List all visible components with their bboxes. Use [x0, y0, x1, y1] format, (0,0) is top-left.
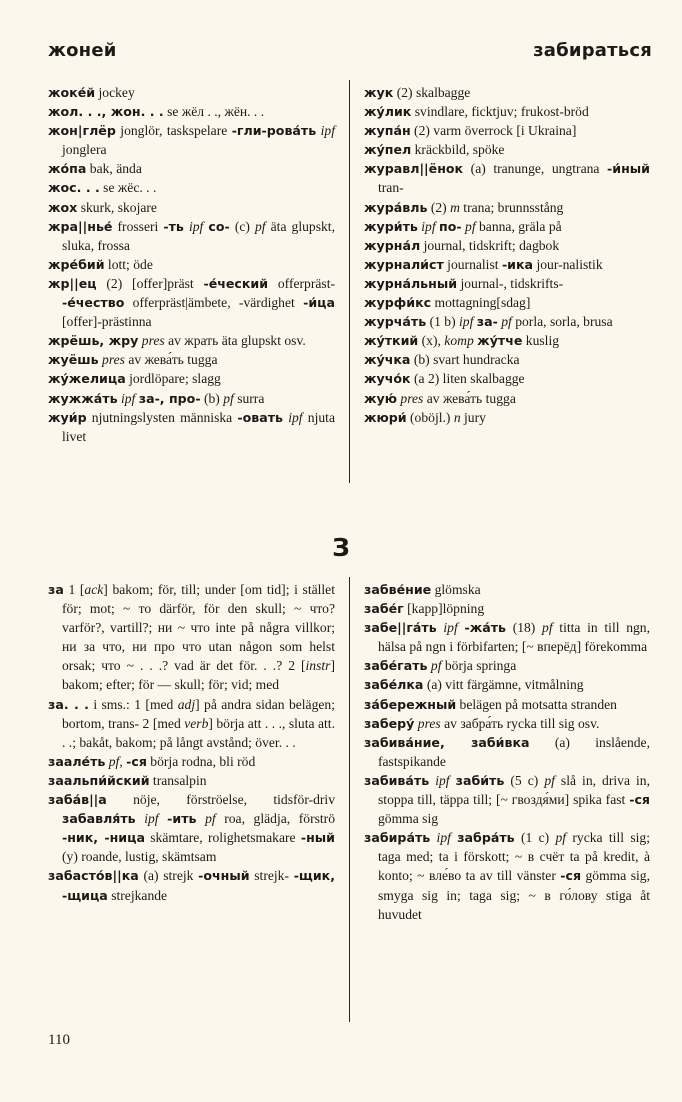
headword: жрёшь, жру [48, 333, 139, 349]
headword: жу́чка [364, 352, 411, 368]
grammar-label: pf [465, 218, 476, 234]
dictionary-entry [364, 159, 650, 197]
headword: журнали́ст [364, 256, 444, 272]
headword: жу́лик [364, 104, 412, 120]
headword: по- [439, 218, 462, 234]
grammar-label: ipf [435, 772, 450, 788]
definition-text: trana; brunnsstång [459, 199, 564, 215]
definition-text: (x), [418, 333, 445, 349]
dictionary-entry [364, 369, 650, 388]
definition-text: glömska [431, 582, 481, 597]
definition-text: transalpin [149, 772, 207, 788]
definition-text: av жева́ть tugga [124, 352, 218, 368]
dictionary-entry [48, 83, 335, 102]
definition-text: (5 c) [504, 772, 545, 788]
definition-text: njuta livet [62, 409, 335, 444]
grammar-label: pf [108, 753, 120, 769]
column-top-left [48, 83, 335, 446]
headword: забасто́в||ка [48, 868, 139, 884]
definition-text: (2) varm överrock [i Ukraina] [410, 123, 577, 139]
headword: жук [364, 85, 394, 100]
dictionary-entry [364, 293, 650, 312]
dictionary-entry [48, 866, 335, 904]
dictionary-entry [364, 140, 650, 159]
definition-text: jordlöpare; slagg [125, 371, 221, 387]
headword: -овать [237, 409, 284, 425]
dictionary-entry [48, 178, 335, 197]
definition-text: gömma sig [378, 811, 439, 827]
dictionary-entry [364, 675, 650, 694]
dictionary-entry [48, 198, 335, 217]
dictionary-entry [48, 695, 335, 752]
definition-text: av забра́ть rycka till sig osv. [440, 715, 600, 731]
grammar-label: pf [254, 218, 266, 234]
headword: жр||ец [48, 275, 97, 291]
definition-text: porla, sorla, brusa [511, 314, 613, 330]
headword: -е́ческий [203, 275, 269, 291]
dictionary-entry [364, 255, 650, 274]
dictionary-entry [48, 274, 335, 331]
grammar-label: pf [501, 314, 512, 330]
headword: -е́чество [62, 295, 125, 311]
definition-text [159, 811, 168, 826]
definition-text: jockey [95, 85, 135, 100]
headword: забавля́ть [62, 811, 136, 827]
headword: -жа́ть [464, 620, 506, 636]
headword: журна́льный [364, 275, 458, 291]
headword: забе́лка [364, 677, 424, 693]
headword: забе́гать [364, 658, 428, 674]
dictionary-entry [364, 656, 650, 675]
definition-text: roa, glädja, förströ [215, 811, 335, 827]
definition-text: journalist [443, 256, 502, 272]
dictionary-entry [48, 159, 335, 178]
headword: жу́ткий [364, 333, 419, 349]
definition-text: (oböjl.) [406, 409, 454, 425]
dictionary-entry [48, 255, 335, 274]
dictionary-entry [48, 790, 335, 866]
headword: забе́г [364, 601, 404, 617]
definition-text: i sms.: 1 [med [88, 696, 178, 712]
definition-text: (c) [229, 218, 255, 234]
dictionary-entry [364, 695, 650, 714]
headword: забива́ть [364, 772, 430, 788]
definition-text: (2) [427, 199, 451, 215]
headword: -щик, -щица [62, 868, 336, 903]
headword: жучо́к [364, 371, 411, 387]
headword: жо́па [48, 161, 87, 177]
grammar-label: pf [555, 830, 567, 846]
grammar-label: m [450, 199, 460, 215]
headword: забира́ть [364, 830, 431, 846]
definition-text: skämtare, rolighetsmakare [144, 830, 301, 846]
headword: забива́ние, заби́вка [364, 734, 530, 750]
definition-text: se жёл . ., жён. . . [163, 104, 265, 120]
headword: забе||га́ть [364, 620, 437, 636]
definition-text: jonglera [62, 142, 107, 158]
headword: жре́бий [48, 256, 105, 272]
dictionary-entry [364, 102, 650, 121]
column-top-right [364, 83, 650, 427]
headword: жол. . ., жон. . . [48, 104, 164, 120]
headword: журна́л [364, 237, 421, 253]
headword: -ить [167, 811, 197, 827]
dictionary-entry [364, 350, 650, 369]
definition-text: surra [233, 390, 265, 406]
definition-text: [kapp]löpning [403, 601, 485, 617]
dictionary-entry [48, 350, 335, 369]
definition-text: (2) skalbagge [393, 85, 471, 100]
dictionary-entry [364, 236, 650, 255]
definition-text: slå in, driva in, stoppa till, täppa till; [~ гвоздя́ми] spika fast [378, 772, 650, 808]
definition-text: frosseri [112, 218, 164, 234]
definition-text: (2) [offer]präst [96, 275, 204, 291]
dictionary-entry [48, 102, 335, 121]
grammar-label: ipf [421, 218, 436, 234]
definition-text: [offer]-prästinna [62, 314, 152, 330]
headword: -гли-рова́ть [231, 123, 317, 139]
definition-text: (1 b) [426, 314, 460, 330]
definition-text: journal-, tidskrifts- [457, 275, 564, 291]
headword: жуёшь [48, 352, 99, 368]
headword: жуи́р [48, 409, 87, 425]
grammar-label: pres [141, 333, 165, 349]
dictionary-entry [364, 771, 650, 828]
dictionary-entry [364, 408, 650, 427]
headword: заальпи́йский [48, 772, 150, 788]
grammar-label: pf [544, 772, 555, 788]
definition-text: jonglör, taskspelare [115, 123, 232, 139]
definition-text: kuslig [522, 333, 560, 349]
headword: за- [476, 314, 498, 330]
headword: журавл||ёнок [364, 161, 464, 177]
headword: жох [48, 199, 78, 215]
grammar-label: ipf [144, 811, 159, 827]
grammar-label: n [453, 409, 461, 425]
definition-text: ] på andra sidan belägen; bortom, trans- 2 [med [62, 696, 335, 731]
definition-text [136, 811, 145, 826]
headword: жура́вль [364, 199, 428, 215]
definition-text: (a 2) liten skalbagge [410, 371, 525, 387]
definition-text: jour-nalistik [533, 256, 603, 272]
grammar-label: instr [305, 658, 331, 674]
definition-text: (a) vitt färgämne, vitmålning [423, 677, 584, 693]
definition-text: journal, tidskrift; dagbok [420, 237, 560, 253]
definition-text: gömma sig, smyga sig in; taga sig; ~ в го́лову stiga åt huvudet [378, 868, 650, 922]
grammar-label: ipf [320, 123, 335, 139]
headword: жюри́ [364, 409, 407, 425]
headword: жури́ть [364, 218, 418, 234]
headword: журча́ть [364, 314, 427, 330]
definition-text: belägen på motsatta stranden [456, 696, 617, 712]
headword: журфи́кс [364, 295, 432, 311]
definition-text: börja rodna, bli röd [146, 753, 256, 769]
definition-text: (b) [200, 390, 224, 406]
grammar-label: komp [444, 333, 474, 349]
dictionary-entry [364, 733, 650, 771]
headword: жужжа́ть [48, 390, 118, 406]
dictionary-entry [364, 580, 650, 599]
headword: жую́ [364, 390, 397, 406]
grammar-label: pf [542, 620, 553, 636]
definition-text: ] bakom; efter; för — skull; för; vid; med [62, 658, 335, 693]
grammar-label: pres [400, 390, 424, 406]
definition-text: börja springa [441, 658, 517, 674]
definition-text: äta glupskt, sluka, frossa [62, 218, 335, 253]
grammar-label: pf [430, 658, 442, 674]
definition-text: jury [460, 409, 486, 425]
definition-text: mottagning[sdag] [431, 295, 531, 311]
definition-text: njutningslysten människa [86, 409, 238, 425]
dictionary-entry [364, 714, 650, 733]
definition-text: strejk- [249, 868, 294, 884]
definition-text: (18) [506, 620, 543, 636]
dictionary-entry [48, 752, 335, 771]
definition-text: skurk, skojare [77, 199, 157, 215]
headword: заберу́ [364, 715, 415, 731]
column-divider-bottom [349, 577, 350, 1022]
grammar-label: ipf [459, 314, 474, 330]
definition-text: (1 c) [514, 830, 556, 846]
column-divider-top [349, 80, 350, 483]
definition-text: (a) strejk [138, 868, 199, 884]
dictionary-entry [48, 580, 335, 695]
definition-text: ] bakom; för, till; under [om tid]; i stället för; mot; ~ то därför, för den skull; ~ что? varför?, vartill?; ни ~ что inte på några villkor; ни за что, ни про что utan någon som helst orsak; что ~ . . .? vad är det för. . .? 2 [ [62, 582, 335, 674]
definition-text: ] börja att . . ., sluta att. . .; bakåt, bakom; på långt avstånd; över. . . [62, 715, 335, 750]
dictionary-entry [364, 618, 650, 656]
dictionary-entry [48, 771, 335, 790]
grammar-label: pf [223, 390, 234, 406]
dictionary-entry [48, 408, 335, 446]
headword: заби́ть [455, 772, 505, 788]
page-number: 110 [48, 1032, 70, 1048]
dictionary-entry [48, 121, 335, 159]
definition-text: (b) svart hundracka [410, 352, 520, 368]
headword: жра||нье́ [48, 218, 113, 234]
definition-text: 1 [ [63, 582, 85, 597]
grammar-label: ipf [120, 390, 136, 406]
running-head-right: забираться [533, 40, 652, 61]
headword: -ник, -ница [62, 830, 145, 846]
dictionary-entry [364, 83, 650, 102]
headword: заале́ть [48, 753, 106, 769]
headword: -ный [300, 830, 335, 846]
headword: -ся [560, 868, 582, 884]
headword: заба́в||а [48, 792, 107, 808]
definition-text [197, 811, 206, 826]
grammar-label: pf [205, 811, 216, 827]
definition-text: rycka till sig; taga med; ta i förskott; ~ в счёт ta på kredit, à konto; ~ вле́во ta av till vänster [378, 830, 650, 884]
dictionary-entry [48, 331, 335, 350]
grammar-label: ipf [436, 830, 451, 846]
definition-text: offerpräst|ämbete, -värdighet [124, 295, 304, 311]
headword: -ика [501, 256, 534, 272]
dictionary-entry [364, 389, 650, 408]
headword: жоке́й [48, 85, 96, 100]
dictionary-entry [48, 217, 335, 255]
definition-text: strejkande [107, 887, 168, 903]
headword: за [48, 582, 64, 597]
headword: -очный [198, 868, 250, 884]
column-bottom-right [364, 580, 650, 924]
headword: за. . . [48, 696, 89, 712]
definition-text: tran- [378, 180, 404, 196]
definition-text: av жрать äta glupskt osv. [164, 333, 306, 349]
headword: -и́ный [607, 161, 650, 177]
definition-text: bak, ända [86, 161, 142, 177]
headword: -и́ца [303, 295, 335, 311]
definition-text: (a) tranunge, ungtrana [463, 161, 608, 177]
headword: жон|глёр [48, 123, 116, 139]
dictionary-entry [364, 217, 650, 236]
definition-text: se жёс. . . [99, 180, 157, 196]
definition-text: kräckbild, spöke [411, 142, 505, 158]
dictionary-entry [48, 369, 335, 388]
dictionary-entry [364, 312, 650, 331]
definition-text: , [119, 753, 127, 769]
definition-text: banna, gräla på [475, 218, 562, 234]
headword: -ся [126, 753, 147, 769]
headword: жу́тче [477, 333, 523, 349]
headword: за-, про- [138, 390, 201, 406]
headword: -ся [629, 792, 650, 808]
dictionary-entry [48, 389, 335, 408]
dictionary-entry [364, 198, 650, 217]
definition-text: titta in till ngn, hälsa på ngn i förbifarten; [~ вперёд] förekomma [378, 620, 650, 655]
running-head-left: жоней [48, 40, 117, 61]
definition-text: offerpräst- [268, 275, 335, 291]
definition-text: lott; öde [104, 256, 153, 272]
column-bottom-left [48, 580, 335, 905]
definition-text: nöje, förströelse, tidsför-driv [106, 792, 335, 808]
headword: забве́ние [364, 582, 432, 597]
headword: забра́ть [457, 830, 515, 846]
grammar-label: ipf [188, 218, 204, 234]
headword: со- [208, 218, 230, 234]
dictionary-entry [364, 599, 650, 618]
definition-text: (y) roande, lustig, skämtsam [62, 849, 217, 865]
grammar-label: verb [184, 715, 209, 731]
dictionary-entry [364, 828, 650, 923]
dictionary-entry [364, 274, 650, 293]
definition-text: (a) inslående, fastspikande [378, 734, 650, 769]
grammar-label: ipf [443, 620, 458, 636]
headword: жу́желица [48, 371, 126, 387]
grammar-label: ack [84, 582, 104, 597]
headword: жупа́н [364, 123, 411, 139]
section-letter: З [332, 533, 350, 562]
grammar-label: pres [417, 715, 441, 731]
grammar-label: ipf [288, 409, 303, 425]
definition-text: svindlare, ficktjuv; frukost-bröd [411, 104, 589, 120]
dictionary-entry [364, 331, 650, 350]
grammar-label: adj [177, 696, 196, 712]
headword: жос. . . [48, 180, 100, 196]
headword: за́бережный [364, 696, 457, 712]
headword: жу́пел [364, 142, 412, 158]
grammar-label: pres [102, 352, 125, 368]
dictionary-entry [364, 121, 650, 140]
definition-text: av жева́ть tugga [423, 390, 516, 406]
headword: -ть [163, 218, 184, 234]
